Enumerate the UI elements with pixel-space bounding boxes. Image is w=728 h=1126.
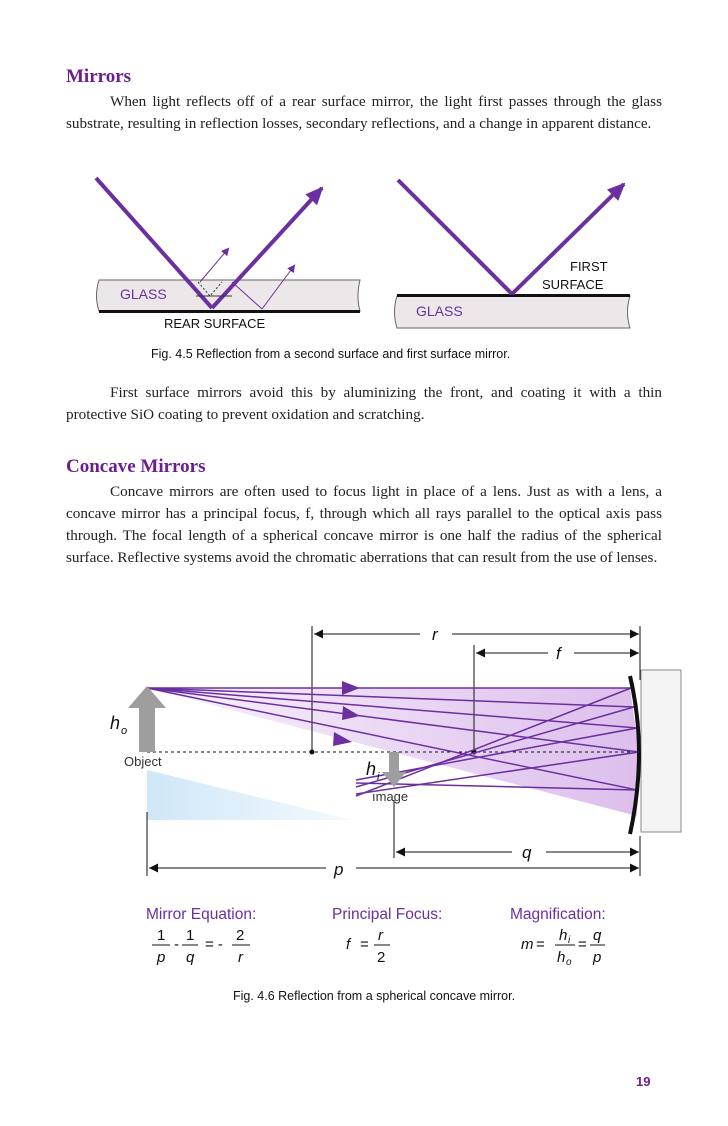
label-r: r — [432, 625, 438, 644]
label-hi: h — [366, 759, 377, 779]
caption-fig-4-6: Fig. 4.6 Reflection from a spherical concave mirror. — [233, 989, 516, 1003]
mag-equals-1: = — [536, 936, 545, 953]
mag-sub-i: i — [568, 935, 571, 946]
eq-den-q: q — [186, 949, 195, 966]
label-ho: h — [110, 713, 121, 733]
eq-num-2: 2 — [236, 927, 245, 944]
page-number: 19 — [636, 1074, 651, 1089]
label-surface: SURFACE — [542, 277, 604, 292]
paragraph-first-surface-text: First surface mirrors avoid this by aluminizing the front, and coating it with a thin protective SiO coating to prevent oxidation and scratching. — [66, 384, 662, 423]
label-first: FIRST — [570, 259, 608, 274]
label-image: ımage — [372, 789, 409, 804]
eq-den-r: r — [238, 949, 243, 966]
label-p: p — [334, 860, 344, 879]
label-object: Object — [124, 754, 162, 769]
mirror-mount — [641, 670, 681, 832]
mag-q: q — [593, 927, 602, 944]
dimension-p — [147, 812, 639, 876]
equations — [146, 906, 606, 968]
pf-2: 2 — [377, 949, 386, 966]
paragraph-mirrors-text: When light reflects off of a rear surface mirror, the light first passes through the glass substrate, resulting in reflection losses, secondary reflections, and a change in apparent distance. — [66, 93, 662, 132]
center-point — [310, 750, 315, 755]
eq-num-1b: 1 — [186, 927, 195, 944]
mag-h-top: h — [559, 927, 568, 944]
magnification-title: Magnification: — [510, 906, 606, 923]
object-shadow — [147, 770, 352, 820]
pf-equals: = — [360, 936, 369, 953]
label-glass-left: GLASS — [120, 286, 167, 302]
mag-h-bottom: h — [557, 949, 566, 966]
dimension-q — [394, 800, 640, 876]
section-heading-concave-mirrors: Concave Mirrors — [66, 456, 206, 477]
mag-m: m — [521, 936, 534, 953]
label-hi-sub: i — [377, 771, 380, 783]
pf-f: f — [346, 936, 351, 953]
pf-r: r — [378, 927, 383, 944]
eq-num-1a: 1 — [157, 927, 166, 944]
mirror-equation-title: Mirror Equation: — [146, 906, 257, 923]
mag-p: p — [593, 949, 602, 966]
object-arrow — [128, 686, 166, 752]
caption-fig-4-5: Fig. 4.5 Reflection from a second surface and first surface mirror. — [151, 347, 511, 361]
label-rear-surface: REAR SURFACE — [164, 316, 266, 331]
mag-sub-o: o — [566, 957, 572, 968]
label-q: q — [522, 843, 532, 862]
label-glass-right: GLASS — [416, 303, 463, 319]
paragraph-concave-text: Concave mirrors are often used to focus light in place of a lens. Just as with a lens, a concave mirror has a principal focus, f, through which all rays parallel to the optical axis pass through. The focal length of a spherical concave mirror is one half the radius of the spherical surface. Reflective systems avoid the chromatic aberrations that can result from the use of lenses. — [66, 483, 662, 566]
eq-equals-minus: = - — [205, 936, 223, 953]
eq-den-p: p — [157, 949, 166, 966]
label-ho-sub: o — [121, 725, 128, 737]
label-f: f — [556, 644, 561, 663]
eq-minus: - — [174, 936, 179, 953]
principal-focus-title: Principal Focus: — [332, 906, 443, 923]
mag-equals-2: = — [578, 936, 587, 953]
section-heading-mirrors: Mirrors — [66, 66, 132, 87]
image-arrow — [382, 752, 406, 787]
